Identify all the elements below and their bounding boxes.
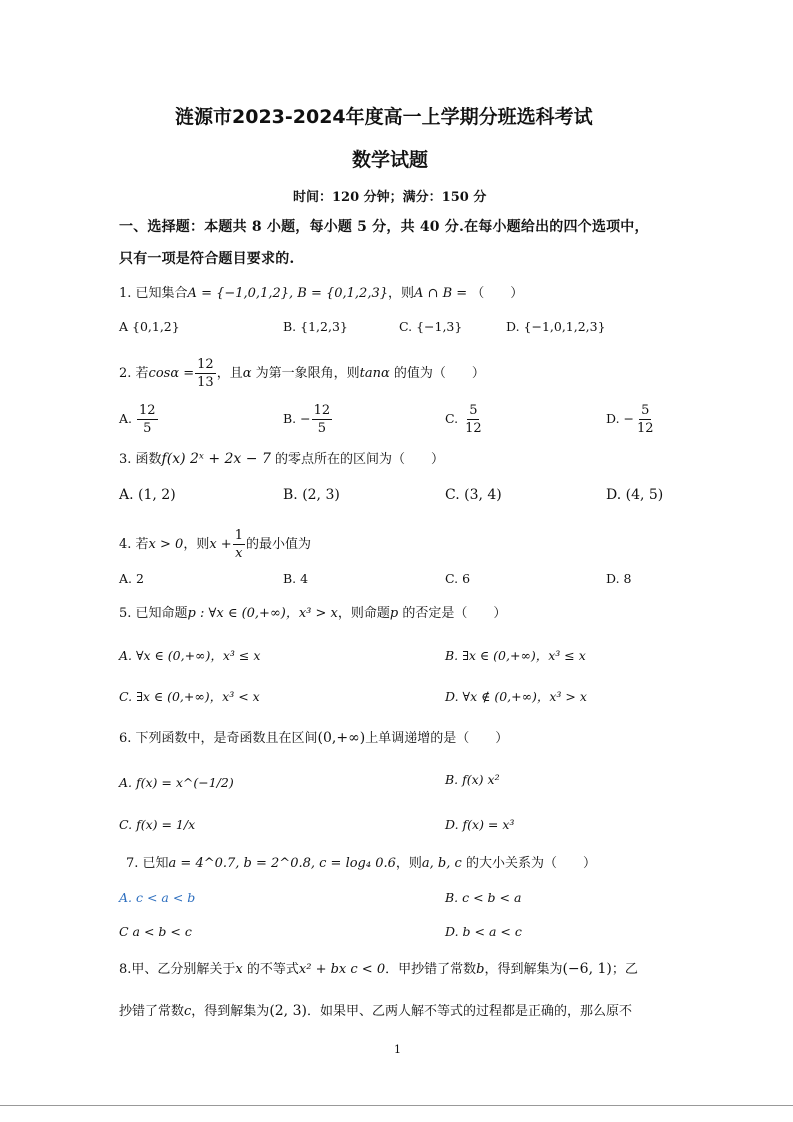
q7-option-b: B. c < b < a <box>445 890 522 905</box>
q6-interval: (0,+∞) <box>317 730 366 746</box>
q2-text-a: 2. 若 <box>119 366 149 381</box>
q7-text-a: 7. 已知 <box>126 856 169 871</box>
q8-ineq: x² + bx c < 0 <box>298 962 386 977</box>
q7-defs: a = 4^0.7, b = 2^0.8, c = log₄ 0.6 <box>168 856 396 871</box>
q2-b-num: 12 <box>313 403 331 418</box>
q6-option-d: D. f(x) = x³ <box>445 817 515 832</box>
q7-option-d: D. b < a < c <box>445 924 522 939</box>
q2-b-label: B. <box>283 411 297 426</box>
q8-line1-c: ．甲抄错了常数 <box>385 962 477 977</box>
q1-option-c: C. {−1,3} <box>399 319 463 334</box>
q2-b-den: 5 <box>317 421 327 436</box>
section-heading-line1: 一、选择题：本题共 8 小题，每小题 5 分，共 40 分.在每小题给出的四个选项中， <box>119 219 649 235</box>
q5-p: p <box>389 606 399 621</box>
q5-option-c: C. ∃x ∈ (0,+∞)，x³ < x <box>119 689 260 704</box>
q8-set2: (2, 3) <box>269 1003 307 1019</box>
q5-text-a: 5. 已知命题 <box>119 606 188 621</box>
q1-option-d: D. {−1,0,1,2,3} <box>506 319 606 334</box>
question-5 <box>119 602 506 621</box>
q8-b: b <box>476 962 485 977</box>
q8-c: c <box>184 1004 192 1019</box>
q3-text-a: 3. 函数 <box>119 452 162 467</box>
q3-option-d: D. (4, 5) <box>606 487 664 503</box>
q2-frac-den: 13 <box>197 375 214 390</box>
q8-line1-b: 的不等式 <box>246 962 299 977</box>
q4-text-b: ，则 <box>183 537 210 552</box>
q2-c-num: 5 <box>469 403 478 418</box>
q2-frac-num: 12 <box>197 357 214 372</box>
q7-option-a: A. c < a < b <box>119 890 196 905</box>
q2-option-b <box>283 402 333 437</box>
q2-fraction <box>195 356 216 391</box>
q5-text-b: ，则命题 <box>337 606 390 621</box>
q5-option-a: A. ∀x ∈ (0,+∞)，x³ ≤ x <box>119 648 261 663</box>
q7-vars: a, b, c <box>421 856 462 871</box>
q4-option-a: A. 2 <box>119 571 144 586</box>
q8-set1: (−6, 1) <box>562 961 612 977</box>
q1-text-a: 1. 已知集合 <box>119 286 188 301</box>
q5-prop: p : ∀x ∈ (0,+∞)，x³ > x <box>187 606 338 621</box>
q1-option-b: B. {1,2,3} <box>283 319 348 334</box>
q1-paren: （ ） <box>471 286 524 301</box>
q6-option-c: C. f(x) = 1/x <box>119 817 196 832</box>
q4-frac-num: 1 <box>234 528 243 543</box>
q2-text-b: ，且 <box>216 366 243 381</box>
q2-text-c: 为第一象限角，则 <box>255 366 360 381</box>
q4-text-c: 的最小值为 <box>245 537 311 552</box>
q4-frac-den: x <box>235 546 243 561</box>
q5-text-c: 的否定是（ ） <box>402 606 507 621</box>
question-7 <box>126 852 596 871</box>
q8-line1-a: 8.甲、乙分别解关于 <box>119 962 236 977</box>
q2-option-c <box>445 402 485 437</box>
q4-option-d: D. 8 <box>606 571 632 586</box>
q3-text-b: 的零点所在的区间为（ ） <box>275 452 445 467</box>
exam-title: 涟源市2023-2024年度高一上学期分班选科考试 <box>175 106 593 128</box>
q4-fraction <box>233 527 245 562</box>
q3-option-a: A. (1, 2) <box>119 487 176 503</box>
q6-option-b: B. f(x) x² <box>445 772 500 787</box>
question-6 <box>119 727 508 746</box>
question-8-line2 <box>119 1000 632 1019</box>
q4-cond: x > 0 <box>148 537 184 552</box>
q2-c-den: 12 <box>465 421 482 436</box>
q2-alpha: α <box>242 366 252 381</box>
page-number: 1 <box>394 1043 401 1056</box>
q2-c-label: C. <box>445 411 459 426</box>
q4-text-a: 4. 若 <box>119 537 149 552</box>
section-heading-line2: 只有一项是符合题目要求的. <box>119 251 295 267</box>
q1-option-a: A {0,1,2} <box>119 319 180 334</box>
q3-option-b: B. (2, 3) <box>283 487 340 503</box>
q6-text-a: 6. 下列函数中，是奇函数且在区间 <box>119 731 318 746</box>
question-3 <box>119 448 444 467</box>
q3-func: f(x) 2ˣ + 2x − 7 <box>161 451 271 467</box>
q1-expr: A ∩ B = <box>414 286 468 301</box>
q4-option-c: C. 6 <box>445 571 471 586</box>
q2-d-num: 5 <box>641 403 650 418</box>
exam-meta: 时间：120 分钟；满分：150 分 <box>293 190 487 205</box>
q8-line1-d: ，得到解集为 <box>484 962 563 977</box>
q8-line2-a: 抄错了常数 <box>119 1004 185 1019</box>
q2-d-sign: − <box>623 411 635 426</box>
q7-text-c: 的大小关系为（ ） <box>465 856 596 871</box>
q8-line2-b: ，得到解集为 <box>191 1004 270 1019</box>
q2-a-label: A. <box>119 411 133 426</box>
q8-line2-c: ．如果甲、乙两人解不等式的过程都是正确的，那么原不 <box>306 1004 632 1019</box>
q2-option-a <box>119 402 159 437</box>
q2-tan: tanα <box>359 366 390 381</box>
q2-a-num: 12 <box>139 403 156 418</box>
q2-b-sign: − <box>300 411 311 426</box>
q2-text-d: 的值为（ ） <box>393 366 485 381</box>
q1-sets: A = {−1,0,1,2}, B = {0,1,2,3} <box>187 286 389 301</box>
q3-option-c: C. (3, 4) <box>445 487 502 503</box>
question-8-line1 <box>119 958 638 977</box>
q7-text-b: ，则 <box>395 856 422 871</box>
question-4 <box>119 527 311 562</box>
page-bottom-divider <box>0 1105 793 1106</box>
q5-option-b: B. ∃x ∈ (0,+∞)，x³ ≤ x <box>445 648 586 663</box>
q2-d-label: D. <box>606 411 620 426</box>
q2-option-d <box>606 402 657 437</box>
question-1 <box>119 282 523 301</box>
q8-x: x <box>235 962 243 977</box>
q6-option-a: A. f(x) = x^(−1/2) <box>119 775 234 790</box>
q2-a-den: 5 <box>143 421 152 436</box>
q2-cos: cosα = <box>148 366 195 381</box>
q1-text-b: ，则 <box>388 286 415 301</box>
q6-text-b: 上单调递增的是（ ） <box>365 731 509 746</box>
exam-subject: 数学试题 <box>352 149 429 171</box>
q5-option-d: D. ∀x ∉ (0,+∞)，x³ > x <box>445 689 587 704</box>
q8-line1-e: ；乙 <box>611 962 638 977</box>
question-2 <box>119 356 485 391</box>
q7-option-c: C a < b < c <box>119 924 192 939</box>
q2-d-den: 12 <box>637 421 654 436</box>
q4-option-b: B. 4 <box>283 571 309 586</box>
q4-expr: x + <box>209 537 232 552</box>
